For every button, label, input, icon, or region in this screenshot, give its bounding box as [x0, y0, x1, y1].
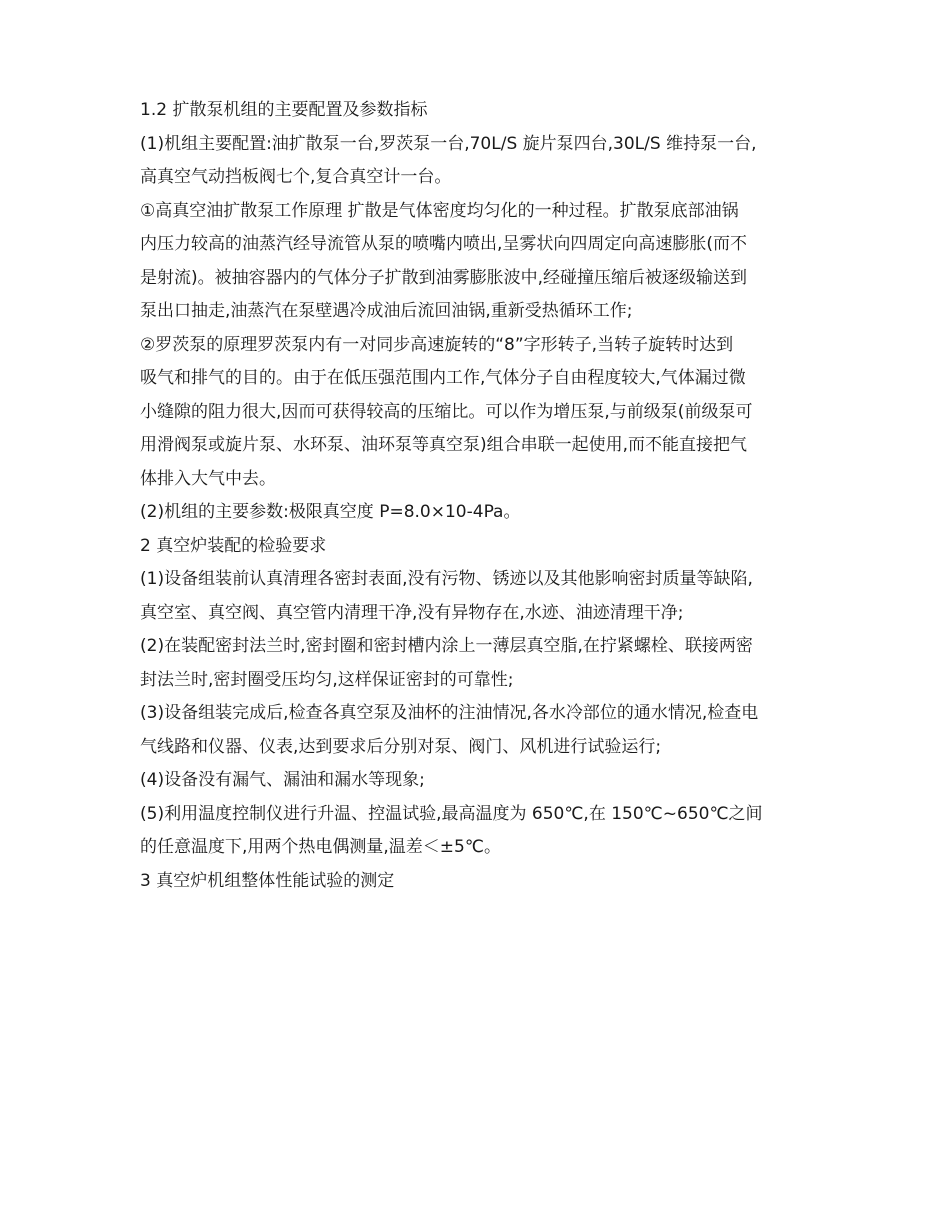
paragraph-inspection-item-2	[140, 630, 820, 697]
text-line: 内压力较高的油蒸汽经导流管从泵的喷嘴内喷出,呈雾状向四周定向高速膨胀(而不	[140, 234, 748, 254]
paragraph-roots-pump-principle	[140, 329, 820, 497]
text-line: 封法兰时,密封圈受压均匀,这样保证密封的可靠性;	[140, 669, 514, 690]
text-line: (2)在装配密封法兰时,密封圈和密封槽内涂上一薄层真空脂,在拧紧螺栓、联接两密	[140, 636, 753, 656]
paragraph-main-parameters	[140, 496, 820, 530]
section-heading-3	[140, 865, 820, 899]
text-line: ②罗茨泵的原理罗茨泵内有一对同步高速旋转的“8”字形转子,当转子旋转时达到	[140, 334, 734, 355]
text-line: (3)设备组装完成后,检查各真空泵及油杯的注油情况,各水冷部位的通水情况,检查电	[140, 703, 759, 723]
section-heading-1-2	[140, 94, 820, 128]
paragraph-inspection-item-1	[140, 563, 820, 630]
text-line: 泵出口抽走,油蒸汽在泵壁遇冷成油后流回油锅,重新受热循环工作;	[140, 301, 633, 321]
paragraph-inspection-item-4	[140, 764, 820, 798]
text-line: 高真空气动挡板阀七个,复合真空计一台。	[140, 167, 452, 187]
paragraph-inspection-item-5	[140, 798, 820, 865]
text-line: 是射流)。被抽容器内的气体分子扩散到油雾膨胀波中,经碰撞压缩后被逐级输送到	[140, 267, 748, 288]
text-line: 用滑阀泵或旋片泵、水环泵、油环泵等真空泵)组合串联一起使用,而不能直接把气	[140, 435, 748, 455]
text-line: (4)设备没有漏气、漏油和漏水等现象;	[140, 770, 425, 790]
text-line: 气线路和仪器、仪表,达到要求后分别对泵、阀门、风机进行试验运行;	[140, 736, 662, 757]
document-body	[140, 94, 820, 898]
text-line: 吸气和排气的目的。由于在低压强范围内工作,气体分子自由程度较大,气体漏过微	[140, 368, 746, 388]
section-heading-2	[140, 530, 820, 564]
text-line: 的任意温度下,用两个热电偶测量,温差＜±5℃。	[140, 837, 501, 857]
text-line: 1.2 扩散泵机组的主要配置及参数指标	[140, 100, 428, 120]
text-line: 2 真空炉装配的检验要求	[140, 535, 327, 556]
text-line: 3 真空炉机组整体性能试验的测定	[140, 870, 395, 891]
text-line: (1)机组主要配置:油扩散泵一台,罗茨泵一台,70L/S 旋片泵四台,30L/S 维持泵一台,	[140, 133, 757, 154]
text-line: (5)利用温度控制仪进行升温、控温试验,最高温度为 650℃,在 150℃~650℃之间	[140, 803, 763, 824]
text-line: 体排入大气中去。	[140, 468, 276, 489]
paragraph-inspection-item-3	[140, 697, 820, 764]
text-line: (2)机组的主要参数:极限真空度 P=8.0×10-4Pa。	[140, 502, 521, 522]
text-line: 小缝隙的阻力很大,因而可获得较高的压缩比。可以作为增压泵,与前级泵(前级泵可	[140, 401, 753, 422]
text-line: 真空室、真空阀、真空管内清理干净,没有异物存在,水迹、油迹清理干净;	[140, 602, 684, 623]
text-line: ①高真空油扩散泵工作原理 扩散是气体密度均匀化的一种过程。扩散泵底部油锅	[140, 200, 739, 221]
paragraph-diffusion-pump-principle	[140, 195, 820, 329]
paragraph-unit-configuration	[140, 128, 820, 195]
text-line: (1)设备组装前认真清理各密封表面,没有污物、锈迹以及其他影响密封质量等缺陷,	[140, 569, 753, 589]
